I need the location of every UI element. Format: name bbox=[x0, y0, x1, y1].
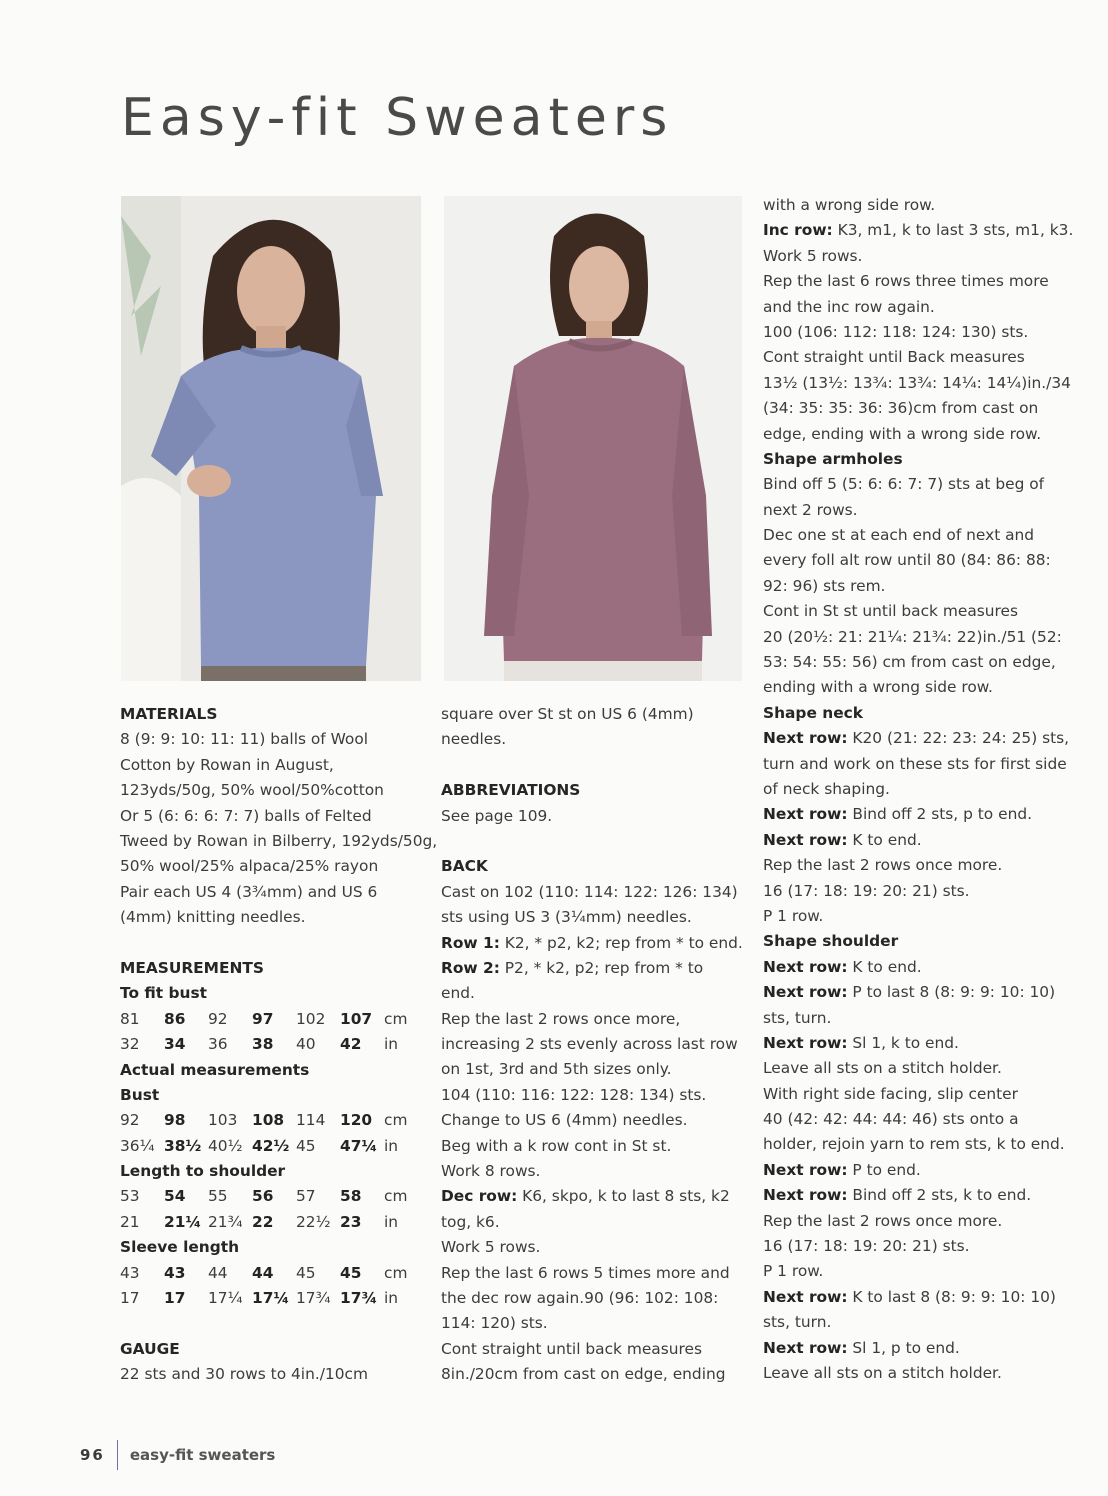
instruction-line: Bind off 5 (5: 6: 6: 7: 7) sts at beg of bbox=[763, 475, 1045, 494]
instruction-line: Next row: P to end. bbox=[763, 1160, 921, 1179]
gauge-heading: GAUGE bbox=[120, 1339, 180, 1358]
instruction-line: 13½ (13½: 13¾: 13¾: 14¼: 14¼)in./34 bbox=[763, 373, 1071, 392]
size-cell: 58 bbox=[340, 1187, 362, 1206]
instruction-line: edge, ending with a wrong side row. bbox=[763, 424, 1042, 443]
section-heading: Shape shoulder bbox=[763, 932, 899, 951]
size-cell: 43 bbox=[164, 1263, 186, 1282]
instruction-line: turn and work on these sts for first side bbox=[763, 754, 1067, 773]
instruction-line: every foll alt row until 80 (84: 86: 88: bbox=[763, 551, 1051, 570]
instruction-line: Next row: Bind off 2 sts, k to end. bbox=[763, 1186, 1032, 1205]
materials-line: Cotton by Rowan in August, bbox=[120, 755, 334, 774]
instruction-line: Cast on 102 (110: 114: 122: 126: 134) bbox=[441, 882, 738, 901]
size-cell: 55 bbox=[208, 1187, 228, 1206]
instruction-line: Leave all sts on a stitch holder. bbox=[763, 1363, 1002, 1382]
back-instructions-continued bbox=[763, 193, 1073, 1386]
table-row bbox=[120, 1261, 414, 1286]
size-cell: 36¼ bbox=[120, 1136, 155, 1155]
size-cell: 81 bbox=[120, 1009, 140, 1028]
size-cell: 45 bbox=[296, 1263, 316, 1282]
size-cell: 45 bbox=[340, 1263, 362, 1282]
materials-line: 8 (9: 9: 10: 11: 11) balls of Wool bbox=[120, 730, 369, 749]
size-cell: 22 bbox=[252, 1212, 274, 1231]
size-cell: 23 bbox=[340, 1212, 362, 1231]
size-cell: 42 bbox=[340, 1035, 362, 1054]
instruction-line: Next row: Sl 1, p to end. bbox=[763, 1338, 960, 1357]
size-cell: 56 bbox=[252, 1187, 274, 1206]
instruction-line: sts, turn. bbox=[763, 1008, 832, 1027]
unit-cell: in bbox=[384, 1289, 399, 1308]
measurements-table bbox=[120, 1261, 414, 1312]
back-heading: BACK bbox=[441, 857, 488, 876]
sleeve-length-label: Sleeve length bbox=[120, 1238, 240, 1257]
size-cell: 86 bbox=[164, 1009, 186, 1028]
instruction-line: Work 5 rows. bbox=[441, 1238, 541, 1257]
measurements-table bbox=[120, 1108, 414, 1159]
instruction-line: Cont straight until Back measures bbox=[763, 348, 1025, 367]
instruction-line: 53: 54: 55: 56) cm from cast on edge, bbox=[763, 653, 1056, 672]
size-cell: 103 bbox=[208, 1111, 238, 1130]
size-cell: 32 bbox=[120, 1035, 140, 1054]
section-heading: Shape neck bbox=[763, 703, 863, 722]
table-row bbox=[120, 1286, 414, 1311]
materials-line: (4mm) knitting needles. bbox=[120, 908, 306, 927]
size-cell: 21 bbox=[120, 1212, 140, 1231]
instruction-line: 8in./20cm from cast on edge, ending bbox=[441, 1365, 726, 1384]
instruction-line: increasing 2 sts evenly across last row bbox=[441, 1035, 738, 1054]
size-cell: 108 bbox=[252, 1111, 285, 1130]
right-column bbox=[763, 193, 1073, 1386]
instruction-line: Rep the last 6 rows three times more bbox=[763, 272, 1049, 291]
materials-line: 123yds/50g, 50% wool/50%cotton bbox=[120, 781, 384, 800]
photo-blue-sweater bbox=[121, 196, 421, 681]
instruction-line: 114: 120) sts. bbox=[441, 1314, 548, 1333]
instruction-line: tog, k6. bbox=[441, 1212, 500, 1231]
gauge-continued: square over St st on US 6 (4mm) bbox=[441, 705, 694, 723]
instruction-line: next 2 rows. bbox=[763, 500, 858, 519]
materials-line: Or 5 (6: 6: 6: 7: 7) balls of Felted bbox=[120, 806, 372, 825]
instruction-line: 20 (20½: 21: 21¼: 21¾: 22)in./51 (52: bbox=[763, 627, 1062, 646]
instruction-line: Next row: P to last 8 (8: 9: 9: 10: 10) bbox=[763, 983, 1056, 1002]
instruction-line: 92: 96) sts rem. bbox=[763, 576, 886, 595]
page-title: Easy-fit Sweaters bbox=[121, 88, 674, 148]
size-cell: 44 bbox=[208, 1263, 228, 1282]
instruction-line: 16 (17: 18: 19: 20: 21) sts. bbox=[763, 1237, 970, 1256]
size-cell: 17¼ bbox=[252, 1289, 290, 1308]
instruction-line: Cont straight until back measures bbox=[441, 1339, 702, 1358]
size-cell: 92 bbox=[208, 1009, 228, 1028]
size-cell: 22½ bbox=[296, 1212, 331, 1231]
size-cell: 45 bbox=[296, 1136, 316, 1155]
size-cell: 44 bbox=[252, 1263, 274, 1282]
size-cell: 36 bbox=[208, 1035, 228, 1054]
table-row bbox=[120, 1108, 414, 1133]
instruction-line: Work 5 rows. bbox=[763, 246, 863, 265]
instruction-line: With right side facing, slip center bbox=[763, 1084, 1018, 1103]
instruction-line: Next row: K to end. bbox=[763, 830, 922, 849]
size-cell: 43 bbox=[120, 1263, 140, 1282]
size-cell: 17 bbox=[164, 1289, 186, 1308]
size-cell: 98 bbox=[164, 1111, 186, 1130]
section-heading: Shape armholes bbox=[763, 449, 903, 468]
size-cell: 17 bbox=[120, 1289, 140, 1308]
size-cell: 57 bbox=[296, 1187, 316, 1206]
instruction-line: end. bbox=[441, 984, 475, 1003]
instruction-line: Row 2: P2, * k2, p2; rep from * to bbox=[441, 958, 704, 977]
middle-column bbox=[441, 702, 743, 1388]
instruction-line: Next row: K to last 8 (8: 9: 9: 10: 10) bbox=[763, 1287, 1056, 1306]
instruction-line: Rep the last 2 rows once more, bbox=[441, 1009, 681, 1028]
size-cell: 53 bbox=[120, 1187, 140, 1206]
materials-line: Pair each US 4 (3¾mm) and US 6 bbox=[120, 882, 378, 901]
left-column bbox=[120, 702, 437, 1388]
materials-line: Tweed by Rowan in Bilberry, 192yds/50g, bbox=[120, 831, 438, 850]
instruction-line: Rep the last 2 rows once more. bbox=[763, 1211, 1003, 1230]
instruction-line: ending with a wrong side row. bbox=[763, 678, 993, 697]
size-cell: 42½ bbox=[252, 1136, 290, 1155]
table-row bbox=[120, 1134, 414, 1159]
unit-cell: in bbox=[384, 1212, 399, 1231]
instruction-line: Rep the last 2 rows once more. bbox=[763, 856, 1003, 875]
page-number: 96 bbox=[80, 1446, 105, 1464]
size-cell: 40 bbox=[296, 1035, 316, 1054]
instruction-line: Rep the last 6 rows 5 times more and bbox=[441, 1263, 730, 1282]
instruction-line: sts using US 3 (3¼mm) needles. bbox=[441, 908, 692, 927]
size-cell: 21¾ bbox=[208, 1212, 243, 1231]
size-cell: 17¾ bbox=[296, 1289, 331, 1308]
size-cell: 120 bbox=[340, 1111, 373, 1130]
abbreviations-heading: ABBREVIATIONS bbox=[441, 781, 581, 800]
measurements-table bbox=[120, 1184, 414, 1235]
gauge-line: 22 sts and 30 rows to 4in./10cm bbox=[120, 1365, 368, 1384]
instruction-line: P 1 row. bbox=[763, 906, 824, 925]
measurements-table bbox=[120, 1007, 414, 1058]
instruction-line: on 1st, 3rd and 5th sizes only. bbox=[441, 1060, 672, 1079]
size-cell: 17¾ bbox=[340, 1289, 378, 1308]
to-fit-bust-label: To fit bust bbox=[120, 984, 207, 1003]
size-cell: 54 bbox=[164, 1187, 186, 1206]
instruction-line: (34: 35: 35: 36: 36)cm from cast on bbox=[763, 399, 1039, 418]
instruction-line: the dec row again.90 (96: 102: 108: bbox=[441, 1288, 719, 1307]
instruction-line: of neck shaping. bbox=[763, 779, 890, 798]
instruction-line: and the inc row again. bbox=[763, 297, 935, 316]
section-name: easy-fit sweaters bbox=[129, 1446, 276, 1464]
instruction-line: holder, rejoin yarn to rem sts, k to end. bbox=[763, 1135, 1065, 1154]
size-cell: 38½ bbox=[164, 1136, 202, 1155]
size-cell: 21¼ bbox=[164, 1212, 202, 1231]
size-cell: 107 bbox=[340, 1009, 373, 1028]
instruction-line: Beg with a k row cont in St st. bbox=[441, 1136, 672, 1155]
size-cell: 38 bbox=[252, 1035, 274, 1054]
materials-heading: MATERIALS bbox=[120, 705, 218, 723]
instruction-line: 40 (42: 42: 44: 44: 46) sts onto a bbox=[763, 1110, 1019, 1129]
measurements-heading: MEASUREMENTS bbox=[120, 958, 264, 977]
instruction-line: Cont in St st until back measures bbox=[763, 602, 1019, 621]
instruction-line: Next row: Sl 1, k to end. bbox=[763, 1033, 959, 1052]
unit-cell: cm bbox=[384, 1009, 408, 1028]
size-cell: 102 bbox=[296, 1009, 326, 1028]
instruction-line: 16 (17: 18: 19: 20: 21) sts. bbox=[763, 881, 970, 900]
instruction-line: Next row: K to end. bbox=[763, 957, 922, 976]
table-row bbox=[120, 1210, 414, 1235]
table-row bbox=[120, 1032, 414, 1057]
size-cell: 34 bbox=[164, 1035, 186, 1054]
actual-measurements-label: Actual measurements bbox=[120, 1060, 310, 1079]
abbreviations-line: See page 109. bbox=[441, 806, 553, 825]
materials-line: 50% wool/25% alpaca/25% rayon bbox=[120, 857, 379, 876]
back-instructions bbox=[441, 880, 743, 1388]
instruction-line: Leave all sts on a stitch holder. bbox=[763, 1059, 1002, 1078]
instruction-line: Dec one st at each end of next and bbox=[763, 526, 1035, 545]
footer-divider bbox=[117, 1440, 118, 1470]
unit-cell: in bbox=[384, 1136, 399, 1155]
instruction-line: with a wrong side row. bbox=[763, 196, 936, 214]
instruction-line: P 1 row. bbox=[763, 1262, 824, 1281]
instruction-line: Work 8 rows. bbox=[441, 1162, 541, 1181]
size-cell: 17¼ bbox=[208, 1289, 243, 1308]
gauge-continued: needles. bbox=[441, 730, 507, 749]
unit-cell: cm bbox=[384, 1111, 408, 1130]
size-cell: 114 bbox=[296, 1111, 326, 1130]
unit-cell: cm bbox=[384, 1263, 408, 1282]
instruction-line: Dec row: K6, skpo, k to last 8 sts, k2 bbox=[441, 1187, 730, 1206]
instruction-line: Row 1: K2, * p2, k2; rep from * to end. bbox=[441, 933, 743, 952]
size-cell: 92 bbox=[120, 1111, 140, 1130]
unit-cell: cm bbox=[384, 1187, 408, 1206]
instruction-line: Change to US 6 (4mm) needles. bbox=[441, 1111, 688, 1130]
size-cell: 40½ bbox=[208, 1136, 243, 1155]
instruction-line: 100 (106: 112: 118: 124: 130) sts. bbox=[763, 322, 1029, 341]
instruction-line: Inc row: K3, m1, k to last 3 sts, m1, k3. bbox=[763, 221, 1074, 240]
table-row bbox=[120, 1007, 414, 1032]
length-to-shoulder-label: Length to shoulder bbox=[120, 1162, 286, 1181]
size-cell: 97 bbox=[252, 1009, 274, 1028]
photo-mauve-sweater bbox=[444, 196, 742, 681]
bust-label: Bust bbox=[120, 1085, 160, 1104]
instruction-line: 104 (110: 116: 122: 128: 134) sts. bbox=[441, 1085, 707, 1104]
page-footer bbox=[80, 1440, 275, 1470]
unit-cell: in bbox=[384, 1035, 399, 1054]
instruction-line: sts, turn. bbox=[763, 1313, 832, 1332]
instruction-line: Next row: Bind off 2 sts, p to end. bbox=[763, 805, 1032, 824]
instruction-line: Next row: K20 (21: 22: 23: 24: 25) sts, bbox=[763, 729, 1070, 748]
table-row bbox=[120, 1184, 414, 1209]
size-cell: 47¼ bbox=[340, 1136, 378, 1155]
